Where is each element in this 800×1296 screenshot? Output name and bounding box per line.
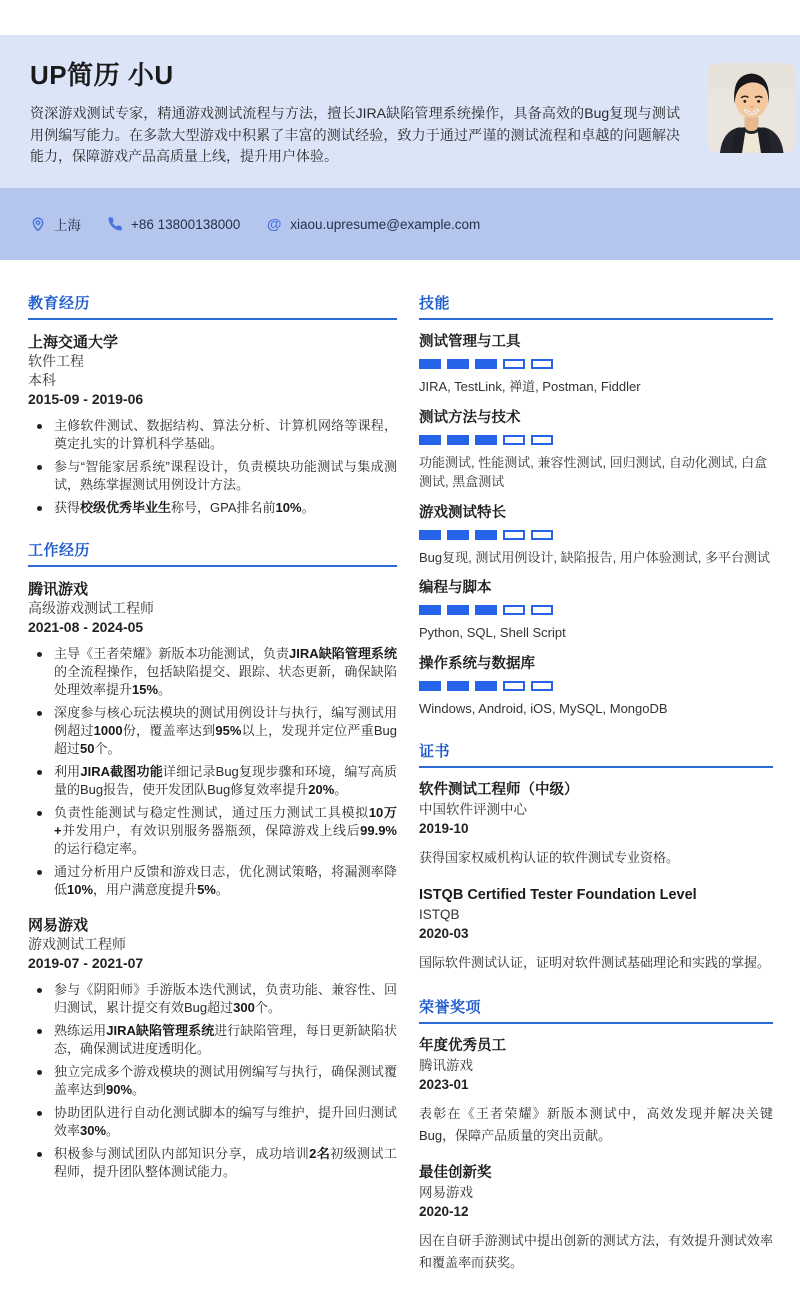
credential-name: ISTQB Certified Tester Foundation Level	[419, 887, 697, 903]
resume-section	[419, 292, 773, 718]
skill-block-empty	[531, 605, 553, 615]
contact-location	[30, 214, 81, 234]
profile-photo	[708, 63, 795, 153]
resume-header	[0, 35, 800, 188]
skill-block-empty	[503, 435, 525, 445]
left-column	[28, 292, 397, 1296]
experience-entry	[28, 580, 397, 899]
credential-description: 因在自研手游测试中提出创新的测试方法，有效提升测试效率和覆盖率而获奖。	[419, 1233, 773, 1270]
skill-block-empty	[503, 681, 525, 691]
credential-date: 2019-10	[419, 821, 469, 836]
experience-entry	[28, 333, 397, 517]
credential-issuer: 腾讯游戏	[419, 1058, 473, 1073]
skill-category	[419, 579, 773, 643]
contact-email	[266, 216, 480, 232]
bullet-item: 参与“智能家居系统”课程设计，负责模块功能测试与集成测试，熟练掌握测试用例设计方法。	[28, 458, 397, 494]
credential-name: 年度优秀员工	[419, 1038, 506, 1054]
skill-block-filled	[447, 435, 469, 445]
section-title: 技能	[419, 292, 773, 320]
entry-date: 2021-08 - 2024-05	[28, 619, 144, 635]
bullet-list	[28, 981, 397, 1181]
contact-location-text: 上海	[54, 218, 81, 233]
section-title: 荣誉奖项	[419, 996, 773, 1024]
resume-page	[0, 35, 800, 1270]
skill-block-filled	[419, 681, 441, 691]
credential-entry	[419, 886, 773, 974]
skill-level-bar	[419, 530, 773, 540]
credential-date: 2023-01	[419, 1077, 469, 1092]
entry-heading: 腾讯游戏	[28, 581, 89, 598]
skill-block-filled	[447, 681, 469, 691]
contact-bar	[0, 188, 800, 260]
resume-body	[0, 260, 800, 1296]
credential-entry	[419, 1037, 773, 1147]
credential-entry	[419, 781, 773, 869]
bullet-item: 通过分析用户反馈和游戏日志，优化测试策略，将漏测率降低10%，用户满意度提升5%。	[28, 863, 397, 899]
skill-category	[419, 333, 773, 397]
contact-phone	[107, 216, 240, 232]
bullet-item: 积极参与测试团队内部知识分享，成功培训2名初级测试工程师，提升团队整体测试能力。	[28, 1145, 397, 1181]
skill-name: 编程与脚本	[419, 580, 492, 596]
skill-category	[419, 409, 773, 492]
skill-block-filled	[419, 435, 441, 445]
skill-block-empty	[503, 359, 525, 369]
location-pin-icon	[30, 216, 46, 232]
credential-date: 2020-12	[419, 1204, 469, 1219]
skill-block-filled	[447, 605, 469, 615]
entry-date: 2015-09 - 2019-06	[28, 391, 144, 407]
credential-description: 表彰在《王者荣耀》新版本测试中，高效发现并解决关键Bug，保障产品质量的突出贡献。	[419, 1106, 773, 1143]
skill-block-filled	[447, 530, 469, 540]
bullet-item: 主修软件测试、数据结构、算法分析、计算机网络等课程，奠定扎实的计算机科学基础。	[28, 417, 397, 453]
skill-block-filled	[447, 359, 469, 369]
at-sign-icon: @	[266, 215, 282, 233]
skill-items: Bug复现, 测试用例设计, 缺陷报告, 用户体验测试, 多平台测试	[419, 549, 771, 565]
skill-block-empty	[531, 435, 553, 445]
credential-description: 国际软件测试认证，证明对软件测试基础理论和实践的掌握。	[419, 955, 771, 970]
skill-level-bar	[419, 435, 773, 445]
entry-date: 2019-07 - 2021-07	[28, 955, 144, 971]
section-title: 教育经历	[28, 292, 397, 320]
skill-items: Windows, Android, iOS, MySQL, MongoDB	[419, 700, 668, 716]
resume-section	[28, 292, 397, 517]
skill-block-filled	[475, 681, 497, 691]
bullet-item: 熟练运用JIRA缺陷管理系统进行缺陷管理，每日更新缺陷状态，确保测试进度透明化。	[28, 1022, 397, 1058]
bullet-item: 负责性能测试与稳定性测试，通过压力测试工具模拟10万+并发用户，有效识别服务器瓶颈，保障游戏上线后99.9%的运行稳定率。	[28, 804, 397, 858]
resume-section	[419, 740, 773, 974]
experience-entry	[28, 916, 397, 1181]
bullet-item: 参与《阴阳师》手游版本迭代测试，负责功能、兼容性、回归测试，累计提交有效Bug超过300个。	[28, 981, 397, 1017]
skill-name: 测试管理与工具	[419, 334, 521, 350]
credential-description: 获得国家权威机构认证的软件测试专业资格。	[419, 850, 680, 865]
skill-items: JIRA, TestLink, 禅道, Postman, Fiddler	[419, 379, 641, 394]
skill-block-filled	[475, 605, 497, 615]
credential-issuer: ISTQB	[419, 907, 460, 922]
entry-subtitle: 软件工程	[28, 353, 84, 369]
bullet-item: 深度参与核心玩法模块的测试用例设计与执行，编写测试用例超过1000份，覆盖率达到95%以上，发现并定位严重Bug超过50个。	[28, 704, 397, 758]
skill-block-filled	[419, 605, 441, 615]
portrait-illustration	[708, 63, 795, 153]
profile-summary: 资深游戏测试专家，精通游戏测试流程与方法，擅长JIRA缺陷管理系统操作，具备高效的Bug复现与测试用例编写能力。在多款大型游戏中积累了丰富的测试经验，致力于通过严谨的测试流程和卓越的问题解决能力，保障游戏产品高质量上线，提升用户体验。	[30, 105, 680, 164]
skill-level-bar	[419, 359, 773, 369]
skill-block-filled	[475, 435, 497, 445]
skill-block-empty	[503, 605, 525, 615]
skill-block-empty	[503, 530, 525, 540]
resume-section	[28, 539, 397, 1181]
skill-block-filled	[475, 359, 497, 369]
contact-email-text: xiaou.upresume@example.com	[290, 216, 481, 232]
bullet-list	[28, 417, 397, 517]
skill-name: 测试方法与技术	[419, 409, 521, 426]
skill-block-filled	[419, 530, 441, 540]
phone-icon	[107, 216, 123, 232]
right-column	[419, 292, 773, 1296]
skill-block-empty	[531, 359, 553, 369]
bullet-item: 利用JIRA截图功能详细记录Bug复现步骤和环境，编写高质量的Bug报告，使开发团队Bug修复效率提升20%。	[28, 763, 397, 799]
skill-items: 功能测试, 性能测试, 兼容性测试, 回归测试, 自动化测试, 白盒测试, 黑盒测试	[419, 454, 768, 489]
skill-name: 游戏测试特长	[419, 504, 506, 521]
skill-items: Python, SQL, Shell Script	[419, 625, 566, 640]
credential-date: 2020-03	[419, 926, 469, 941]
skill-level-bar	[419, 605, 773, 615]
credential-issuer: 网易游戏	[419, 1185, 473, 1200]
skill-block-empty	[531, 530, 553, 540]
candidate-name: UP简历 小U	[30, 60, 174, 90]
entry-subtitle: 高级游戏测试工程师	[28, 600, 154, 616]
entry-subtitle: 本科	[28, 372, 56, 388]
skill-name: 操作系统与数据库	[419, 655, 535, 672]
bullet-item: 独立完成多个游戏模块的测试用例编写与执行，确保测试覆盖率达到90%。	[28, 1063, 397, 1099]
credential-name: 软件测试工程师（中级）	[419, 782, 579, 798]
section-title: 证书	[419, 740, 773, 768]
skill-category	[419, 504, 773, 568]
credential-entry	[419, 1164, 773, 1274]
bullet-item: 主导《王者荣耀》新版本功能测试，负责JIRA缺陷管理系统的全流程操作，包括缺陷提交、跟踪、状态更新，确保缺陷处理效率提升15%。	[28, 645, 397, 699]
credential-issuer: 中国软件评测中心	[419, 802, 527, 817]
skill-block-filled	[419, 359, 441, 369]
section-title: 工作经历	[28, 539, 397, 567]
entry-subtitle: 游戏测试工程师	[28, 936, 126, 952]
bullet-item: 协助团队进行自动化测试脚本的编写与维护，提升回归测试效率30%。	[28, 1104, 397, 1140]
bullet-list	[28, 645, 397, 899]
entry-heading: 网易游戏	[28, 917, 89, 934]
skill-level-bar	[419, 681, 773, 691]
credential-name: 最佳创新奖	[419, 1165, 492, 1181]
resume-section	[419, 996, 773, 1274]
skill-block-filled	[475, 530, 497, 540]
contact-phone-text: +86 13800138000	[131, 216, 241, 232]
skill-category	[419, 655, 773, 719]
entry-heading: 上海交通大学	[28, 334, 119, 351]
bullet-item: 获得校级优秀毕业生称号，GPA排名前10%。	[28, 499, 397, 517]
skill-block-empty	[531, 681, 553, 691]
